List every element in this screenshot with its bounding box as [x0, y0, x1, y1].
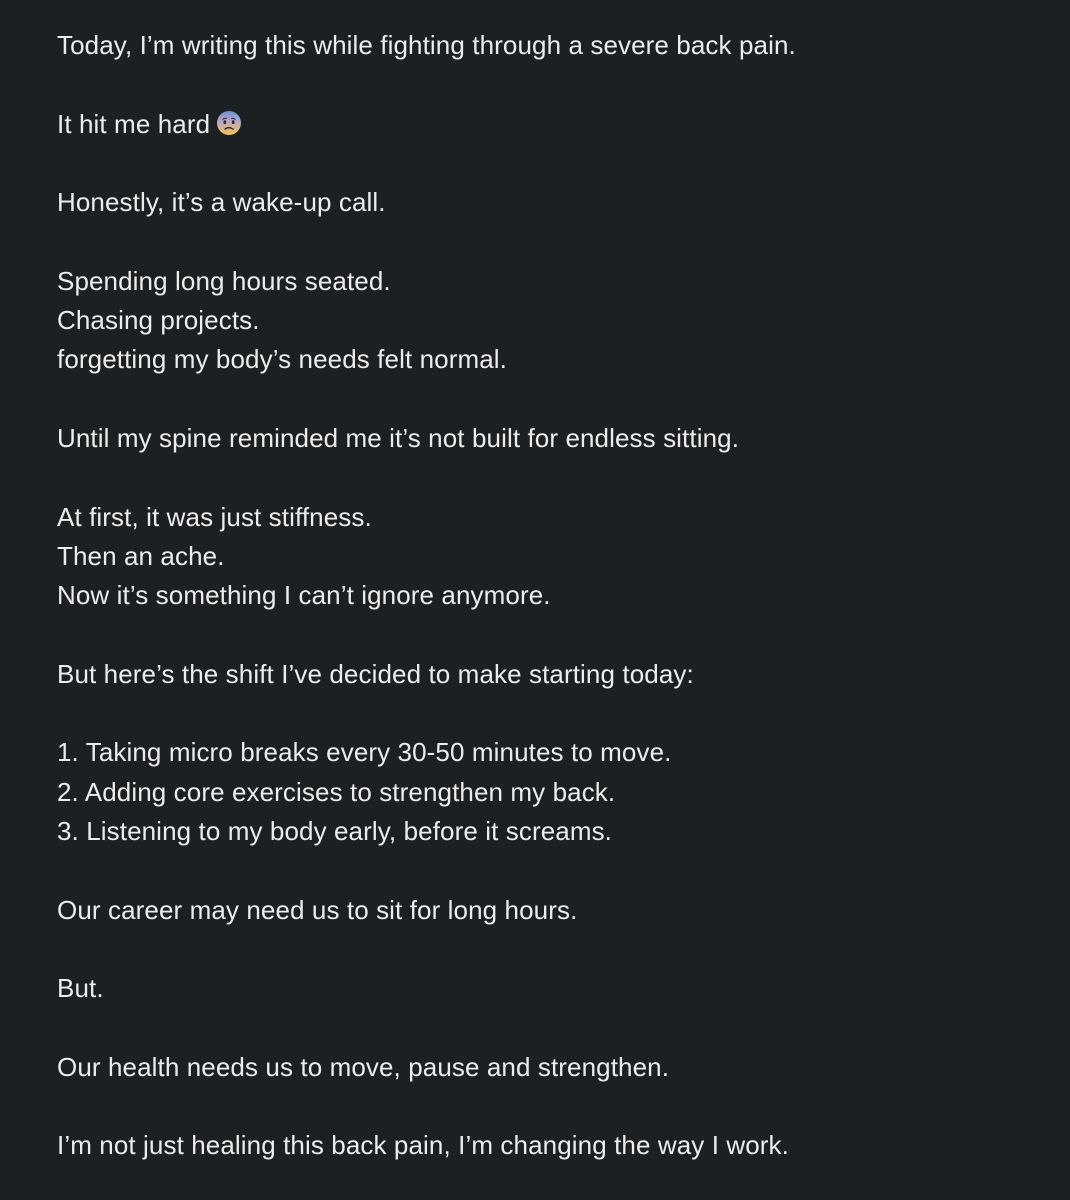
- post-line: Then an ache.: [57, 540, 225, 571]
- post-line-text: It hit me hard: [57, 108, 211, 139]
- post-line: forgetting my body’s needs felt normal.: [57, 344, 507, 375]
- blank-line: [57, 1087, 1030, 1126]
- post-line: But here’s the shift I’ve decided to make starting today:: [57, 658, 694, 689]
- blank-line: [57, 851, 1030, 890]
- post-line: At first, it was just stiffness.: [57, 501, 372, 532]
- blank-line: [57, 615, 1030, 654]
- blank-line: [57, 380, 1030, 419]
- blank-line: [57, 222, 1030, 261]
- post-line: Our career may need us to sit for long hours.: [57, 894, 578, 925]
- blank-line: [57, 458, 1030, 497]
- blank-line: [57, 930, 1030, 969]
- post-line: Until my spine reminded me it’s not built for endless sitting.: [57, 422, 740, 453]
- list-item: 1. Taking micro breaks every 30-50 minutes to move.: [57, 737, 672, 768]
- post-line: But.: [57, 973, 104, 1004]
- post-line: Now it’s something I can’t ignore anymore.: [57, 580, 551, 611]
- post-line-with-emoji: [57, 105, 1030, 144]
- post-line: Our health needs us to move, pause and strengthen.: [57, 1051, 670, 1082]
- post-line: Honestly, it’s a wake-up call.: [57, 187, 386, 218]
- post-line: Spending long hours seated.: [57, 265, 391, 296]
- blank-line: [57, 694, 1030, 733]
- list-item: 3. Listening to my body early, before it screams.: [57, 815, 613, 846]
- post-line: Chasing projects.: [57, 305, 260, 336]
- anxious-face-with-sweat-icon: [216, 110, 242, 136]
- blank-line: [57, 1008, 1030, 1047]
- post-line: I’m not just healing this back pain, I’m changing the way I work.: [57, 1130, 789, 1161]
- post-line: Today, I’m writing this while fighting through a severe back pain.: [57, 30, 796, 60]
- blank-line: [57, 144, 1030, 183]
- blank-line: [57, 65, 1030, 104]
- list-item: 2. Adding core exercises to strengthen my back.: [57, 776, 616, 807]
